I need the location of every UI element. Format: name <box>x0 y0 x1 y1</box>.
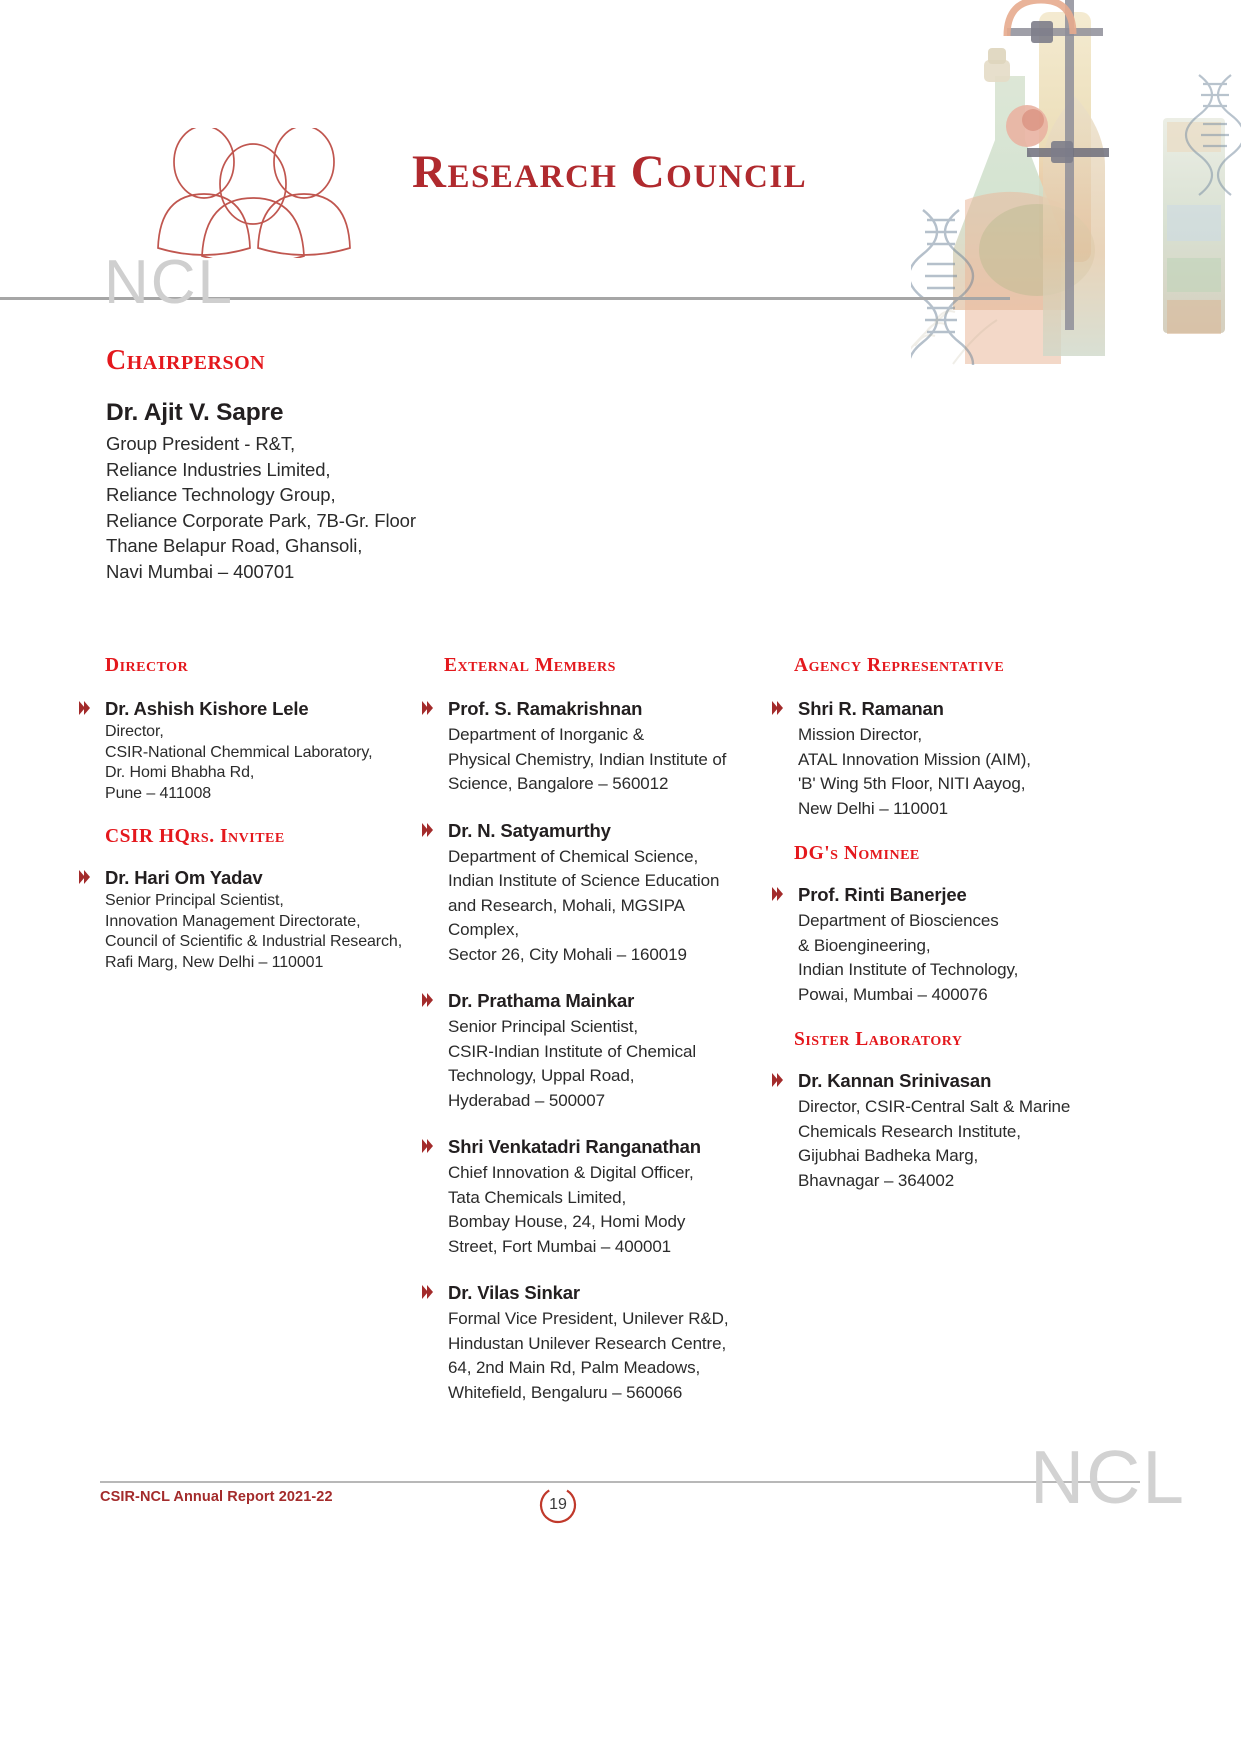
member-name: Shri Venkatadri Ranganathan <box>448 1136 701 1157</box>
member-detail: ATAL Innovation Mission (AIM), <box>798 749 1031 769</box>
chairperson-address <box>106 431 626 585</box>
people-group-icon <box>152 128 397 258</box>
member-detail: Rafi Marg, New Delhi – 110001 <box>105 953 324 971</box>
member-detail: Bhavnagar – 364002 <box>798 1170 955 1190</box>
list-item <box>72 697 422 804</box>
member-detail: Director, <box>105 723 164 740</box>
ncl-footer-watermark: NCL <box>1029 1435 1186 1519</box>
member-detail: Street, Fort Mumbai – 400001 <box>448 1236 672 1256</box>
member-detail: Dr. Homi Bhabha Rd, <box>105 764 255 781</box>
member-detail: Senior Principal Scientist, <box>448 1017 639 1036</box>
member-name: Dr. Kannan Srinivasan <box>798 1070 992 1091</box>
chevron-double-right-icon <box>771 1072 784 1088</box>
footer-report-label: CSIR-NCL Annual Report 2021-22 <box>100 1489 333 1505</box>
member-detail: Senior Principal Scientist, <box>105 892 284 909</box>
member-detail: Science, Bangalore – 560012 <box>448 774 669 793</box>
member-detail: Hindustan Unilever Research Centre, <box>448 1333 727 1353</box>
csir-hqrs-invitee-heading: CSIR HQrs. Invitee <box>105 826 285 847</box>
dg-nominee-heading: DG's Nominee <box>794 843 920 864</box>
address-line: Navi Mumbai – 400701 <box>106 560 295 582</box>
member-detail: Tata Chemicals Limited, <box>448 1187 627 1207</box>
member-detail: 'B' Wing 5th Floor, NITI Aayog, <box>798 774 1026 793</box>
member-detail: Physical Chemistry, Indian Institute of <box>448 749 727 769</box>
member-name: Dr. Ashish Kishore Lele <box>105 698 309 719</box>
page-title: Research Council <box>412 146 808 198</box>
address-line: Reliance Corporate Park, 7B-Gr. Floor <box>106 509 416 531</box>
member-detail: Sector 26, City Mohali – 160019 <box>448 944 687 964</box>
chevron-double-right-icon <box>421 822 434 838</box>
member-detail: Chief Innovation & Digital Officer, <box>448 1163 694 1182</box>
chevron-double-right-icon <box>78 869 91 885</box>
member-detail: Indian Institute of Science Education <box>448 871 720 890</box>
member-detail: 64, 2nd Main Rd, Palm Meadows, <box>448 1358 701 1377</box>
member-name: Dr. N. Satyamurthy <box>448 819 611 841</box>
chevron-double-right-icon <box>421 1284 434 1300</box>
member-detail: Technology, Uppal Road, <box>448 1066 635 1085</box>
member-detail: CSIR-National Chemmical Laboratory, <box>105 743 373 761</box>
address-line: Thane Belapur Road, Ghansoli, <box>106 535 363 557</box>
member-detail: Whitefield, Bengaluru – 560066 <box>448 1382 683 1402</box>
chevron-double-right-icon <box>771 700 784 716</box>
member-detail: and Research, Mohali, MGSIPA Complex, <box>448 895 684 939</box>
member-name: Prof. Rinti Banerjee <box>798 884 967 905</box>
member-detail: Bombay House, 24, Homi Mody <box>448 1212 686 1231</box>
chairperson-heading: Chairperson <box>106 345 266 376</box>
page-header <box>0 0 1241 340</box>
laboratory-collage-illustration <box>911 0 1241 365</box>
list-item <box>765 697 1085 821</box>
page-number: 19 <box>549 1496 567 1513</box>
sister-laboratory-heading: Sister Laboratory <box>794 1029 963 1050</box>
list-item <box>415 989 750 1113</box>
member-name: Dr. Vilas Sinkar <box>448 1282 580 1303</box>
list-item <box>765 883 1085 1007</box>
address-line: Group President - R&T, <box>106 433 296 454</box>
chairperson-section <box>106 345 626 585</box>
chevron-double-right-icon <box>421 992 434 1008</box>
address-line: Reliance Technology Group, <box>106 484 336 506</box>
member-detail: Director, CSIR-Central Salt & Marine <box>798 1097 1071 1116</box>
member-detail: Innovation Management Directorate, <box>105 912 361 930</box>
agency-representative-heading: Agency Representative <box>794 655 1005 676</box>
member-detail: Pune – 411008 <box>105 784 212 802</box>
footer-divider <box>100 1481 1140 1483</box>
list-item <box>415 1135 750 1259</box>
column-agency-representative <box>765 655 1085 1215</box>
chevron-double-right-icon <box>421 1138 434 1154</box>
column-director <box>72 655 422 995</box>
member-detail: Department of Biosciences <box>798 911 999 930</box>
chevron-double-right-icon <box>421 700 434 716</box>
external-members-heading: External Members <box>444 655 616 676</box>
member-detail: Chemicals Research Institute, <box>798 1121 1021 1141</box>
chairperson-name: Dr. Ajit V. Sapre <box>106 399 284 426</box>
address-line: Reliance Industries Limited, <box>106 458 331 480</box>
chevron-double-right-icon <box>78 700 91 716</box>
member-detail: Indian Institute of Technology, <box>798 960 1019 979</box>
member-name: Shri R. Ramanan <box>798 698 944 719</box>
member-detail: Mission Director, <box>798 725 922 744</box>
member-detail: CSIR-Indian Institute of Chemical <box>448 1041 697 1061</box>
page-number-badge <box>538 1485 578 1525</box>
member-name: Dr. Hari Om Yadav <box>105 867 263 888</box>
column-external-members <box>415 655 750 1427</box>
member-detail: New Delhi – 110001 <box>798 798 949 818</box>
member-detail: Powai, Mumbai – 400076 <box>798 984 988 1004</box>
list-item <box>72 866 422 973</box>
member-detail: Department of Inorganic & <box>448 725 644 744</box>
member-detail: Hyderabad – 500007 <box>448 1090 605 1110</box>
member-name: Dr. Prathama Mainkar <box>448 990 635 1011</box>
member-detail: & Bioengineering, <box>798 935 931 955</box>
list-item <box>415 1281 750 1405</box>
ncl-header-watermark: NCL <box>104 248 235 317</box>
list-item <box>415 697 750 797</box>
list-item <box>415 819 750 968</box>
chevron-double-right-icon <box>771 886 784 902</box>
member-detail: Formal Vice President, Unilever R&D, <box>448 1309 729 1328</box>
member-name: Prof. S. Ramakrishnan <box>448 698 643 719</box>
member-detail: Gijubhai Badheka Marg, <box>798 1146 979 1165</box>
list-item <box>765 1069 1085 1193</box>
director-heading: Director <box>105 655 189 676</box>
member-detail: Council of Scientific & Industrial Research, <box>105 933 403 950</box>
member-detail: Department of Chemical Science, <box>448 846 699 866</box>
